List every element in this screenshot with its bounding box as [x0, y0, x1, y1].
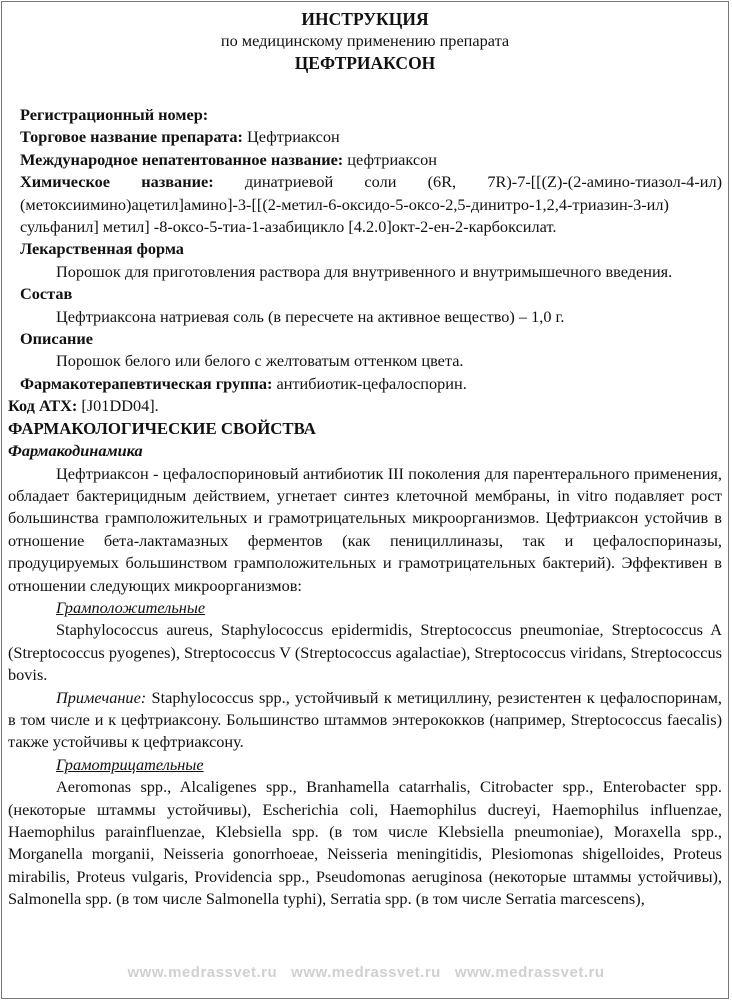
document-header: [8, 8, 722, 74]
note-paragraph: [8, 687, 722, 754]
pharm-group-row: [8, 373, 722, 395]
pharm-group-value: антибиотик-цефалоспорин.: [272, 373, 467, 393]
chemical-name-label: Химическое название:: [20, 172, 214, 192]
registration-info: [8, 104, 722, 238]
gram-negative-heading: Грамотрицательные: [56, 754, 204, 774]
pharmacodynamics-text: Цефтриаксон - цефалоспориновый антибиотик III поколения для парентерального применения, обладает бактерицидным действием, угнетает синтез клеточной мембраны, in vitro подавляет рост большинства грамположительных и грамотрицательных микроорганизмов. Цефтриаксон устойчив в отношение бета-лактамазных ферментов (как пенициллиназы, так и цефалоспориназы, продуцируемых большинством грамположительных и грамотрицательных бактерий). Эффективен в отношении следующих микроорганизмов:: [8, 463, 722, 595]
inn-value: цефтриаксон: [343, 149, 437, 169]
reg-number-label: Регистрационный номер:: [20, 105, 209, 124]
composition-text: Цефтриаксона натриевая соль (в пересчете на активное вещество) – 1,0 г.: [56, 306, 565, 326]
inn-label: Международное непатентованное название:: [20, 149, 344, 169]
note-text: Staphylococcus spp., устойчивый к метициллину, резистентен к цефалоспоринам, в том числе и к цефтриаксону. Большинство штаммов энтерококков (например, Streptococcus faecalis) также устойчивы к цефтриаксону.: [8, 687, 722, 752]
inn-row: [20, 149, 722, 171]
atc-label: Код АТХ:: [8, 396, 78, 416]
description-text: Порошок белого или белого с желтоватым оттенком цвета.: [56, 351, 464, 371]
chemical-name-row: [20, 171, 722, 238]
atc-row: [8, 395, 722, 417]
watermark-text: www.medrassvet.ru www.medrassvet.ru www.medrassvet.ru: [127, 964, 605, 981]
properties-heading: ФАРМАКОЛОГИЧЕСКИЕ СВОЙСТВА: [8, 418, 316, 438]
atc-value: [J01DD04].: [77, 396, 159, 416]
description-heading: Описание: [20, 329, 93, 349]
note-label: Примечание:: [56, 687, 147, 707]
document-page: [8, 8, 722, 911]
document-subtitle: по медицинскому применению препарата: [220, 31, 510, 50]
form-heading: Лекарственная форма: [20, 239, 184, 259]
form-text: Порошок для приготовления раствора для внутривенного и внутримышечного введения.: [56, 261, 673, 281]
trade-name-value: Цефтриаксон: [242, 127, 340, 147]
pharmacodynamics-heading: Фармакодинамика: [8, 441, 143, 461]
drug-name: ЦЕФТРИАКСОН: [294, 53, 436, 73]
composition-heading: Состав: [20, 284, 73, 304]
trade-name-row: [20, 126, 722, 148]
gram-negative-text: Aeromonas spp., Alcaligenes spp., Branhamella catarrhalis, Citrobacter spp., Enterobacter spp. (некоторые штаммы устойчивы), Escherichia coli, Haemophilus ducreyi, Haemophilus influenzae, Haemophilus parainfluenzae, Klebsiella spp. (в том числе Klebsiella pneumoniae), Moraxella spp., Morganella morganii, Neisseria gonorrhoeae, Neisseria meningitidis, Plesiomonas shigelloides, Proteus mirabilis, Proteus vulgaris, Providencia spp., Pseudomonas aeruginosa (некоторые штаммы устойчивы), Salmonella spp. (в том числе Salmonella typhi), Serratia spp. (в том числе Serratia marcescens),: [8, 777, 722, 909]
gram-positive-text: Staphylococcus aureus, Staphylococcus epidermidis, Streptococcus pneumoniae, Streptococcus A (Streptococcus pyogenes), Streptococcus V (Streptococcus agalactiae), Streptococcus viridans, Streptococcus bovis.: [8, 620, 722, 685]
reg-number-row: [20, 104, 722, 126]
document-title: ИНСТРУКЦИЯ: [301, 9, 429, 29]
chemical-name-value: динатриевой соли (6R, 7R)-7-[[(Z)-(2-амино-тиазол-4-ил)(метоксиимино)ацетил]амино]-3-[[(2-метил-6-оксидо-5-оксо-2,5-динитро-1,2,4-триазин-3-ил) сульфанил] метил] -8-оксо-5-тиа-1-азабицикло [4.2.0]окт-2-ен-2-карбоксилат.: [20, 172, 722, 237]
pharm-group-label: Фармакотерапевтическая группа:: [20, 373, 273, 393]
gram-positive-heading: Грамположительные: [56, 597, 206, 617]
trade-name-label: Торговое название препарата:: [20, 127, 243, 147]
